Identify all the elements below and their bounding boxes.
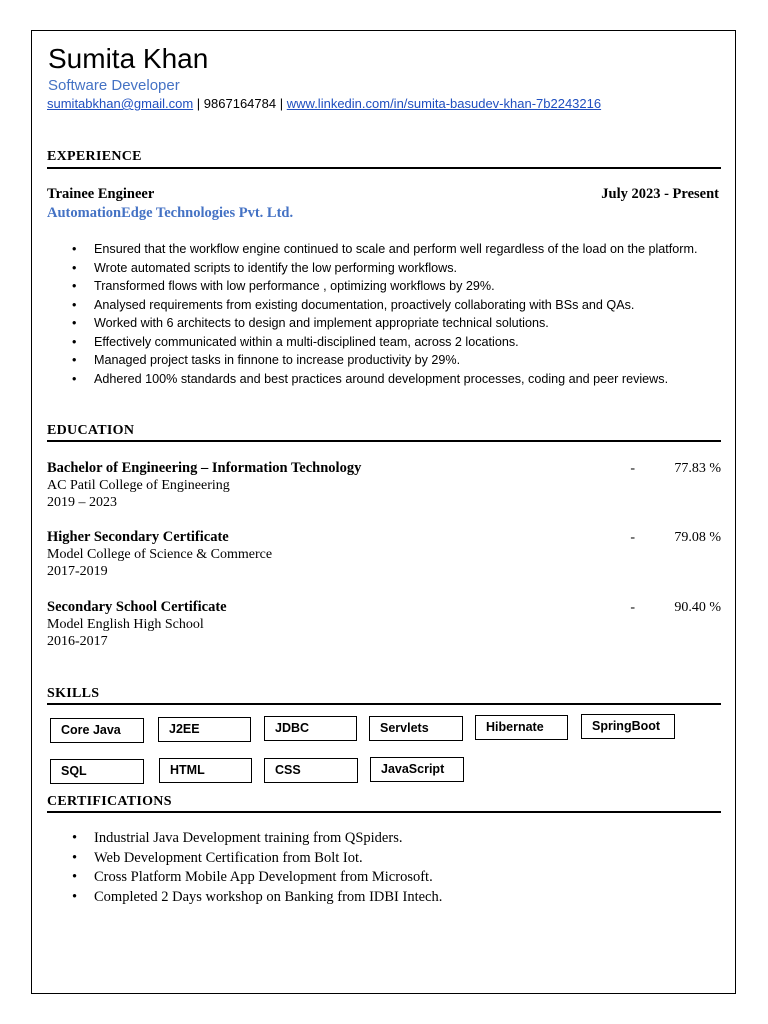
linkedin-link[interactable]: www.linkedin.com/in/sumita-basudev-khan-7b2243216	[286, 96, 602, 111]
skill-tag: Core Java	[50, 718, 144, 743]
education-entry	[47, 599, 723, 650]
phone-number: 9867164784	[203, 96, 277, 111]
skill-tag: HTML	[159, 758, 252, 783]
skill-tag: SQL	[50, 759, 144, 784]
list-item: • Adhered 100% standards and best practices around development processes, coding and peer reviews.	[72, 370, 697, 389]
degree-name: Higher Secondary Certificate	[47, 529, 229, 545]
resume-page	[31, 30, 736, 994]
list-item: • Wrote automated scripts to identify the low performing workflows.	[72, 259, 697, 278]
list-item: • Ensured that the workflow engine continued to scale and perform well regardless of the load on the platform.	[72, 240, 697, 259]
experience-heading: EXPERIENCE	[47, 149, 142, 164]
contact-line	[47, 96, 601, 111]
skill-tag: JDBC	[264, 716, 357, 741]
list-item: • Managed project tasks in finnone to increase productivity by 29%.	[72, 351, 697, 370]
job-title: Trainee Engineer	[47, 186, 155, 202]
education-heading: EDUCATION	[47, 423, 135, 438]
study-years: 2017-2019	[47, 564, 108, 579]
study-years: 2016-2017	[47, 634, 108, 649]
degree-name: Bachelor of Engineering – Information Technology	[47, 460, 362, 476]
skill-tag: CSS	[264, 758, 358, 783]
list-item: • Worked with 6 architects to design and implement appropriate technical solutions.	[72, 314, 697, 333]
company-name: AutomationEdge Technologies Pvt. Ltd.	[47, 205, 294, 221]
score-dash: -	[630, 530, 635, 545]
skill-tag: Servlets	[369, 716, 463, 741]
skill-tag: JavaScript	[370, 757, 464, 782]
experience-bullet-list	[72, 240, 697, 388]
section-divider	[47, 703, 721, 705]
skill-tag: SpringBoot	[581, 714, 675, 739]
candidate-name: Sumita Khan	[48, 43, 209, 74]
contact-separator: |	[196, 96, 201, 111]
skill-tag: J2EE	[158, 717, 251, 742]
certifications-heading: CERTIFICATIONS	[47, 794, 172, 809]
list-item: • Transformed flows with low performance , optimizing workflows by 29%.	[72, 277, 697, 296]
skill-tag: Hibernate	[475, 715, 568, 740]
score-value: 77.83 %	[674, 461, 721, 476]
score-dash: -	[630, 461, 635, 476]
job-date: July 2023 - Present	[601, 186, 719, 202]
list-item: • Web Development Certification from Bolt Iot.	[72, 849, 442, 869]
list-item: • Cross Platform Mobile App Development from Microsoft.	[72, 868, 442, 888]
school-name: Model English High School	[47, 617, 204, 632]
list-item: • Analysed requirements from existing documentation, proactively collaborating with BSs and QAs.	[72, 296, 697, 315]
school-name: AC Patil College of Engineering	[47, 478, 230, 493]
skills-heading: SKILLS	[47, 686, 100, 701]
section-divider	[47, 811, 721, 813]
certifications-list	[72, 829, 442, 907]
school-name: Model College of Science & Commerce	[47, 547, 273, 562]
study-years: 2019 – 2023	[47, 495, 117, 510]
score-value: 90.40 %	[674, 600, 721, 615]
score-value: 79.08 %	[674, 530, 721, 545]
list-item: • Industrial Java Development training from QSpiders.	[72, 829, 442, 849]
list-item: • Effectively communicated within a multi-disciplined team, across 2 locations.	[72, 333, 697, 352]
score-dash: -	[630, 600, 635, 615]
section-divider	[47, 440, 721, 442]
education-entry	[47, 460, 723, 511]
email-link[interactable]: sumitabkhan@gmail.com	[47, 96, 194, 111]
degree-name: Secondary School Certificate	[47, 599, 227, 615]
candidate-title: Software Developer	[48, 77, 180, 94]
contact-separator: |	[279, 96, 284, 111]
education-entry	[47, 529, 723, 580]
section-divider	[47, 167, 721, 169]
list-item: • Completed 2 Days workshop on Banking from IDBI Intech.	[72, 888, 442, 908]
